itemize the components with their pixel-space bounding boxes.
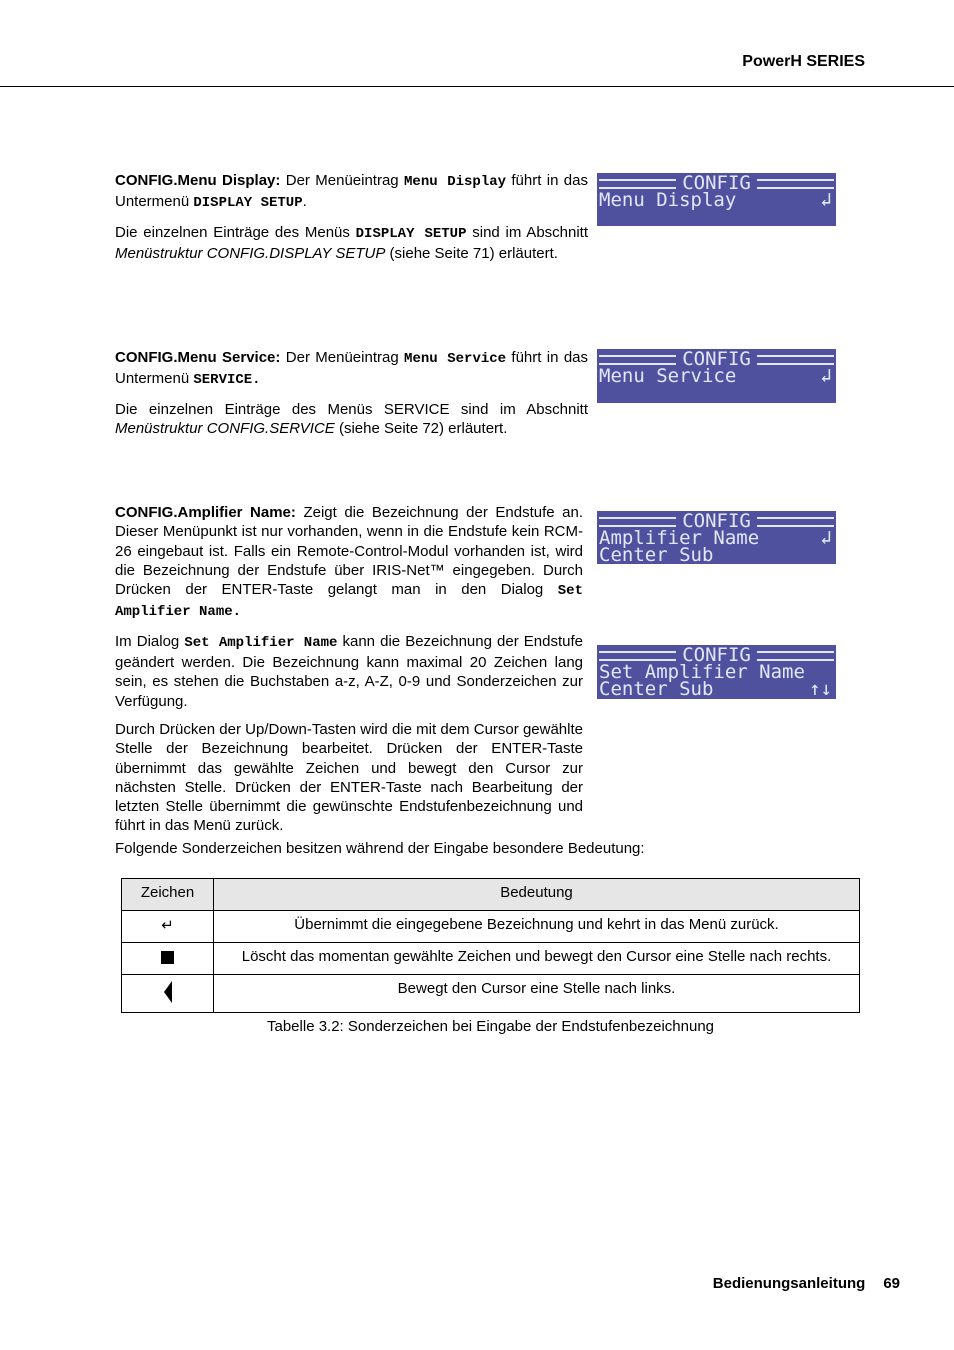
lcd-line: Amplifier Name [599,527,760,549]
lcd-line: Set Amplifier Name [599,661,805,683]
special-characters-table [121,878,860,1013]
lcd-line: Center Sub [599,544,714,564]
enter-symbol-icon: ↵ [122,911,214,943]
paragraph: Die einzelnen Einträge des Menüs DISPLAY SETUP sind im Abschnitt Menüstruktur CONFIG.DISPLAY SETUP (siehe Seite 71) erläutert. [115,223,589,262]
code-text: Menu Display [404,174,507,190]
header-series-title: PowerH SERIES [742,53,865,70]
section-menu-service [115,348,588,447]
enter-icon: ↲ [820,527,832,549]
table-row [122,975,860,1013]
table-row [122,943,860,975]
paragraph: CONFIG.Menu Display: Der Menüeintrag Menu Display führt in das Untermenü DISPLAY SETUP. [115,172,588,212]
paragraph: Die einzelnen Einträge des Menüs SERVICE sind im Abschnitt Menüstruktur CONFIG.SERVICE (siehe Seite 72) erläutert. [115,400,588,437]
code-text: Menu Service [404,351,507,367]
code-text: DISPLAY SETUP [355,225,467,242]
column-header: Zeichen [122,879,214,911]
table-cell: Bewegt den Cursor eine Stelle nach links. [214,975,860,1013]
page-number: 69 [883,1275,900,1292]
lcd-line: Center Sub [599,678,714,699]
table-caption: Tabelle 3.2: Sonderzeichen bei Eingabe der Endstufenbezeichnung [267,1018,714,1035]
code-text: Set Amplifier Name [184,634,338,651]
lcd-display-menu-display [597,173,836,226]
paragraph: CONFIG.Amplifier Name: Zeigt die Bezeichnung der Endstufe an. Dieser Menüpunkt ist nur vorhanden, wenn in die Endstufe kein RCM-26 eingebaut ist. Falls ein Remote-Control-Modul vorhanden ist, wird die Bezeichnung der Endstufe über IRIS-Net™ eingegeben. Durch Drücken der ENTER-Taste gelangt man in den Dialog Set Amplifier Name. [115,504,583,621]
lcd-display-menu-service [597,349,836,403]
column-header: Bedeutung [214,879,860,911]
lcd-title: CONFIG [682,511,751,532]
table-header-row [122,879,860,911]
paragraph: CONFIG.Menu Service: Der Menüeintrag Menu Service führt in das Untermenü SERVICE. [115,349,589,389]
paragraph: Im Dialog Set Amplifier Name kann die Bezeichnung der Endstufe geändert werden. Die Bezeichnung kann maximal 20 Zeichen lang sein, es stehen die Buchstaben a-z, A-Z, 0-9 und Sonderzeichen zur Verfügung. [115,632,583,710]
lcd-display-set-amplifier-name [597,645,836,699]
table-cell: Löscht das momentan gewählte Zeichen und bewegt den Cursor eine Stelle nach rechts. [214,943,860,975]
section-menu-display [115,171,588,272]
section-heading: CONFIG.Amplifier Name: [115,504,296,521]
section-heading: CONFIG.Menu Service: [115,349,281,366]
lcd-line: Menu Display [599,189,737,211]
paragraph: Durch Drücken der Up/Down-Tasten wird die mit dem Cursor gewählte Stelle der Bezeichnung bearbeitet. Drücken der ENTER-Taste übernimmt das gewählte Zeichen und bewegt den Cursor zur nächsten Stelle. Drücken der ENTER-Taste nach Bearbeitung der letzten Stelle übernimmt die gewünschte Endstufenbezeichnung und führt in das Menü zurück. [115,720,583,835]
code-text: DISPLAY SETUP [193,195,303,212]
left-triangle-icon [164,981,172,1003]
section-heading: CONFIG.Menu Display: [115,172,281,189]
lcd-title: CONFIG [682,349,751,370]
up-down-arrows-icon: ↑↓ [809,678,832,699]
lcd-title: CONFIG [682,173,751,194]
square-icon [161,951,174,964]
footer-label: Bedienungsanleitung [712,1275,866,1292]
enter-icon: ↲ [820,365,832,387]
table-cell [122,975,214,1013]
page-footer [713,1275,900,1292]
table-row [122,911,860,943]
lcd-line: Menu Service [599,365,737,387]
paragraph-special-chars-intro: Folgende Sonderzeichen besitzen während der Eingabe besondere Bedeutung: [115,840,645,857]
code-text: Set Amplifier Name. [115,583,583,621]
code-text: SERVICE. [193,372,261,389]
section-amplifier-name [115,503,583,845]
table-cell: Übernimmt die eingegebene Bezeichnung und kehrt in das Menü zurück. [214,911,860,943]
table-cell [122,943,214,975]
enter-icon: ↲ [820,189,832,211]
lcd-title: CONFIG [682,645,751,666]
lcd-display-amplifier-name [597,511,836,564]
header-divider [0,86,954,87]
